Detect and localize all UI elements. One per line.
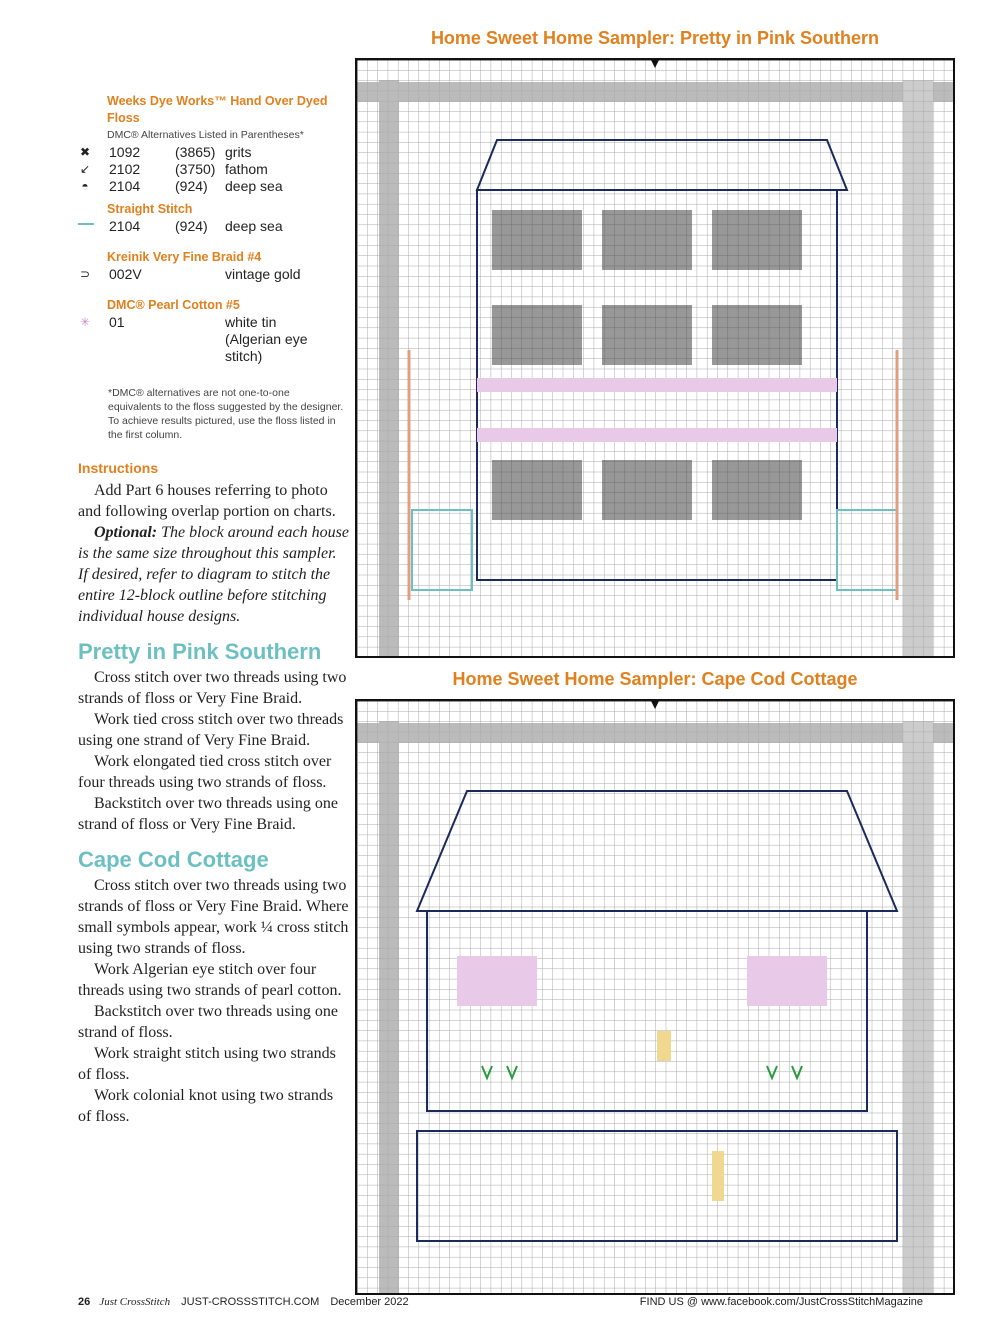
section2-paragraph: Work Algerian eye stitch over four threads using two strands of pearl cotton. xyxy=(78,961,342,999)
legend-row-cont xyxy=(107,348,347,365)
optional-text: The block around each house is the same size throughout this sampler. If desired, refer to diagram to stitch the entire 12-block outline before stitching individual house designs. xyxy=(78,524,349,625)
legend-row xyxy=(79,314,347,331)
legend-code: 2104 xyxy=(109,178,141,194)
section2-paragraph: Work colonial knot using two strands of floss. xyxy=(78,1087,334,1125)
chart-title-southern: Home Sweet Home Sampler: Pretty in Pink Southern xyxy=(430,28,880,48)
legend-code: 2102 xyxy=(109,161,141,177)
instructions-column xyxy=(78,460,350,1127)
legend-dmc: (3750) xyxy=(175,161,216,177)
legend-name: deep sea xyxy=(225,218,283,234)
section2-paragraph: Cross stitch over two threads using two strands of floss or Very Fine Braid. Where small symbols appear, work ¼ cross stitch using two strands of floss. xyxy=(78,877,349,957)
section1-paragraph: Cross stitch over two threads using two strands of floss or Very Fine Braid. xyxy=(78,669,347,707)
section-title-capecod: Cape Cod Cottage xyxy=(78,847,269,872)
legend-name: vintage gold xyxy=(225,266,301,282)
algerian-eye-symbol-icon: ✳ xyxy=(79,315,91,329)
legend-row xyxy=(81,178,347,195)
social-link: FIND US @ www.facebook.com/JustCrossStitchMagazine xyxy=(639,1296,923,1308)
legend-row xyxy=(107,218,347,235)
optional-label: Optional: xyxy=(94,524,158,541)
legend xyxy=(79,93,347,365)
legend-kreinik-heading: Kreinik Very Fine Braid #4 xyxy=(107,250,262,264)
instructions-title: Instructions xyxy=(78,460,159,476)
legend-name: white tin xyxy=(225,314,277,330)
legend-name: grits xyxy=(225,144,252,160)
legend-floss-heading: Weeks Dye Works™ Hand Over Dyed Floss xyxy=(107,94,328,125)
chart-title-capecod: Home Sweet Home Sampler: Cape Cod Cottage xyxy=(452,669,858,689)
legend-name: fathom xyxy=(225,161,268,177)
section2-paragraph: Work straight stitch using two strands of floss. xyxy=(78,1045,336,1083)
legend-row xyxy=(79,266,347,283)
section1-paragraph: Work elongated tied cross stitch over four threads using two strands of floss. xyxy=(78,753,332,791)
magazine-name: Just CrossStitch xyxy=(99,1296,171,1308)
chart-southern xyxy=(355,58,955,658)
issue-date: December 2022 xyxy=(330,1296,409,1308)
legend-dmc: (3865) xyxy=(175,144,216,160)
page-number: 26 xyxy=(78,1296,91,1308)
legend-code: 002V xyxy=(109,266,142,282)
footer xyxy=(78,1296,923,1308)
legend-row xyxy=(79,161,347,178)
straight-stitch-line-icon xyxy=(78,218,92,235)
legend-name: deep sea xyxy=(225,178,283,194)
cross-symbol-icon: ✖ xyxy=(79,145,91,159)
legend-floss-subheading: DMC® Alternatives Listed in Parentheses* xyxy=(107,129,304,141)
section2-paragraph: Backstitch over two threads using one strand of floss. xyxy=(78,1003,338,1041)
section-title-southern: Pretty in Pink Southern xyxy=(78,639,322,664)
braid-symbol-icon: ⊃ xyxy=(79,267,91,281)
legend-dmc: (924) xyxy=(175,178,208,194)
legend-row xyxy=(79,144,347,161)
website: JUST-CROSSSTITCH.COM xyxy=(181,1296,320,1308)
arrow-symbol-icon: ↙ xyxy=(79,162,91,176)
half-circle-symbol-icon: ◓ xyxy=(81,179,89,193)
legend-name: stitch) xyxy=(225,348,263,364)
legend-code: 01 xyxy=(109,314,125,330)
section1-paragraph: Work tied cross stitch over two threads using one strand of Very Fine Braid. xyxy=(78,711,344,749)
optional-paragraph xyxy=(78,522,350,627)
chart-capecod-grid xyxy=(357,701,953,1293)
legend-straight-heading: Straight Stitch xyxy=(107,202,193,216)
legend-dmc: (924) xyxy=(175,218,208,234)
legend-pearl-heading: DMC® Pearl Cotton #5 xyxy=(107,298,240,312)
legend-code: 1092 xyxy=(109,144,141,160)
dmc-note: *DMC® alternatives are not one-to-one equivalents to the floss suggested by the designer. To achieve results pictured, use the floss listed in the first column. xyxy=(108,387,344,441)
section1-paragraph: Backstitch over two threads using one strand of floss or Very Fine Braid. xyxy=(78,795,338,833)
chart-capecod xyxy=(355,699,955,1295)
chart-southern-grid xyxy=(357,60,953,656)
legend-name: (Algerian eye xyxy=(225,331,308,347)
instructions-paragraph: Add Part 6 houses referring to photo and following overlap portion on charts. xyxy=(78,482,336,520)
legend-code: 2104 xyxy=(109,218,141,234)
legend-row-cont xyxy=(107,331,347,348)
